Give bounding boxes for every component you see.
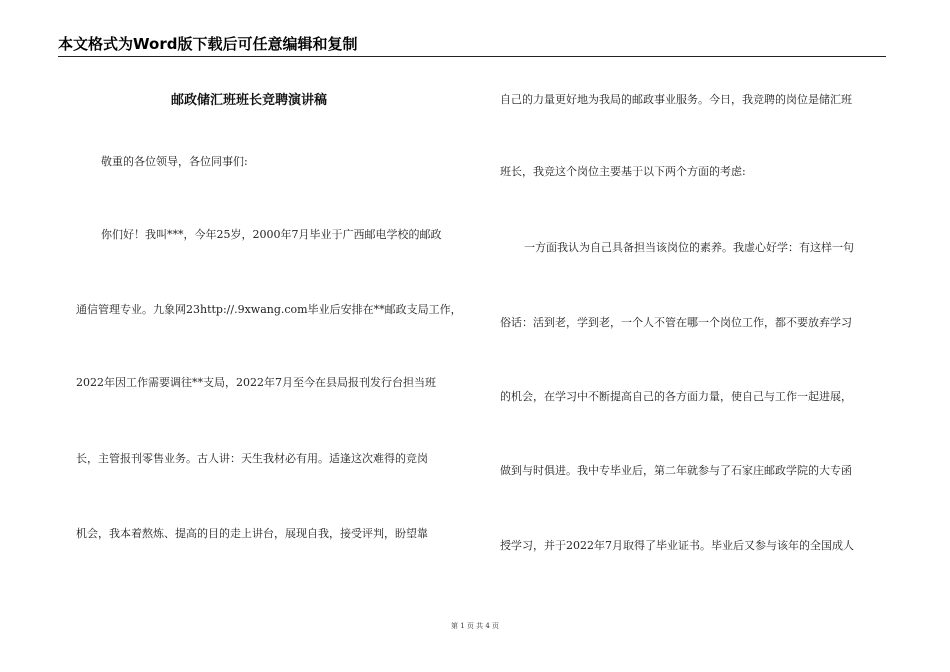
paragraph-line: 通信管理专业。九象网23http://.9xwang.com毕业后安排在**邮政支局工作， <box>76 303 462 316</box>
document-title: 邮政储汇班班长竞聘演讲稿 <box>171 93 328 108</box>
paragraph-line: 自己的力量更好地为我局的邮政事业服务。今日，我竞聘的岗位是储汇班 <box>500 93 852 106</box>
paragraph-line: 你们好！我叫***，今年25岁，2000年7月毕业于广西邮电学校的邮政 <box>101 228 442 241</box>
paragraph-line: 俗话：活到老，学到老，一个人不管在哪一个岗位工作，都不要放弃学习 <box>500 316 852 329</box>
paragraph-line: 授学习，并于2022年7月取得了毕业证书。毕业后又参与该年的全国成人 <box>500 539 854 552</box>
paragraph-line: 的机会，在学习中不断提高自己的各方面力量，使自己与工作一起进展， <box>500 390 852 403</box>
paragraph-line: 机会，我本着熬炼、提高的目的走上讲台，展现自我，接受评判，盼望靠 <box>76 527 428 540</box>
banner-text: 本文格式为Word版下载后可任意编辑和复制 <box>58 35 358 53</box>
paragraph-line: 做到与时俱进。我中专毕业后，第二年就参与了石家庄邮政学院的大专函 <box>500 464 852 477</box>
paragraph-line: 班长，我竞这个岗位主要基于以下两个方面的考虑: <box>500 165 746 178</box>
page-number: 第 1 页 共 4 页 <box>450 622 500 630</box>
download-banner <box>58 34 886 57</box>
paragraph-line: 一方面我认为自己具备担当该岗位的素养。我虚心好学：有这样一句 <box>524 241 854 254</box>
paragraph-line: 敬重的各位领导，各位同事们: <box>101 155 248 168</box>
paragraph-line: 2022年因工作需要调往**支局，2022年7月至今在县局报刊发行台担当班 <box>76 376 436 389</box>
paragraph-line: 长，主管报刊零售业务。古人讲：天生我材必有用。适逢这次难得的竞岗 <box>76 452 428 465</box>
